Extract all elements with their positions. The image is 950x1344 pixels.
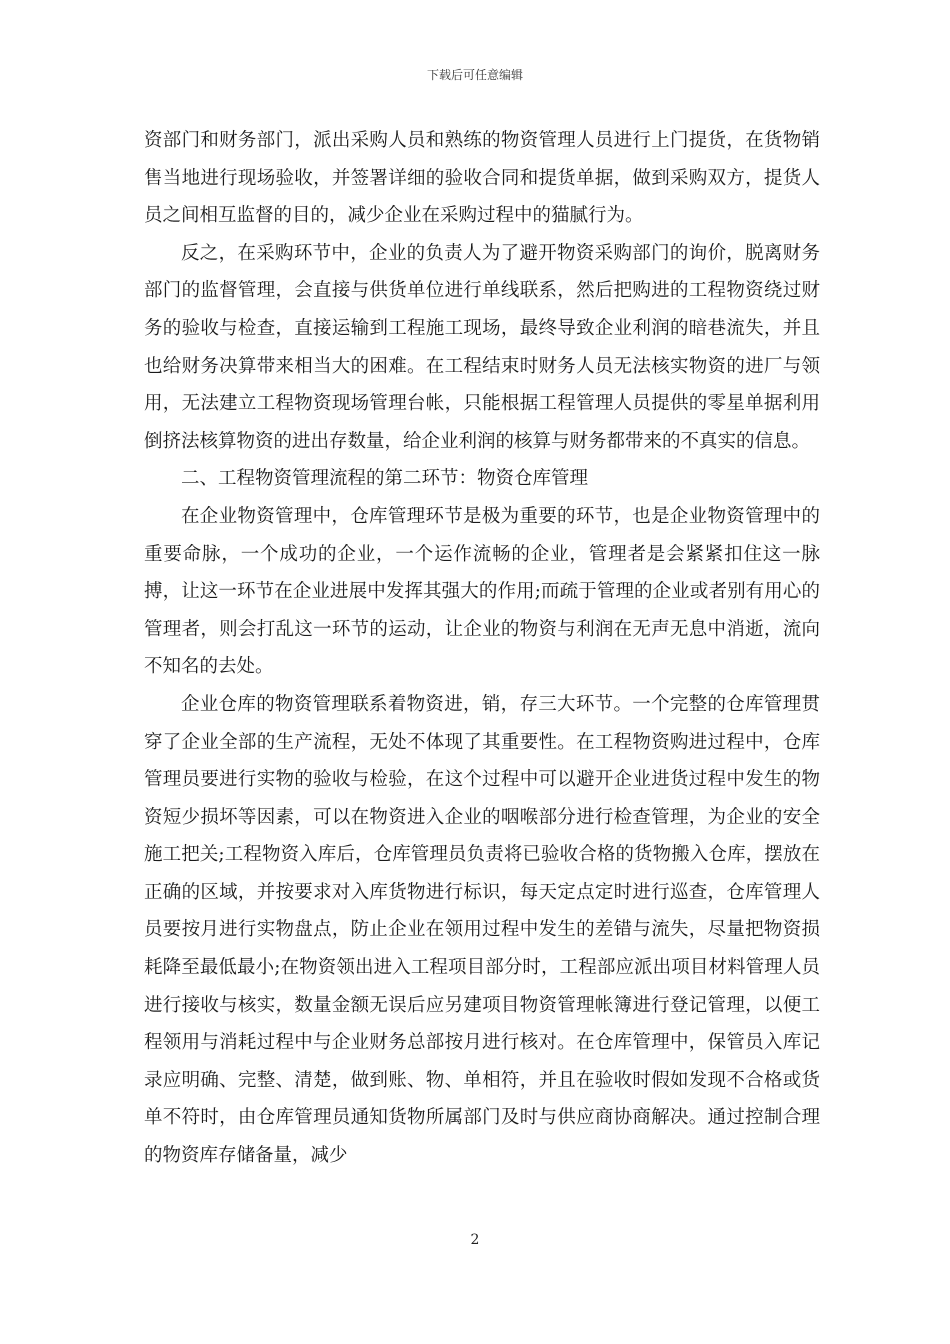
paragraph: 企业仓库的物资管理联系着物资进，销，存三大环节。一个完整的仓库管理贯穿了企业全部的生产流程，无处不体现了其重要性。在工程物资购进过程中，仓库管理员要进行实物的验收与检验，在这个过程中可以避开企业进货过程中发生的物资短少损坏等因素，可以在物资进入企业的咽喉部分进行检查管理，为企业的安全施工把关;工程物资入库后，仓库管理员负责将已验收合格的货物搬入仓库，摆放在正确的区域，并按要求对入库货物进行标识，每天定点定时进行巡查，仓库管理人员要按月进行实物盘点，防止企业在领用过程中发生的差错与流失，尽量把物资损耗降至最低最小;在物资领出进入工程项目部分时，工程部应派出项目材料管理人员进行接收与核实，数量金额无误后应另建项目物资管理帐簿进行登记管理，以便工程领用与消耗过程中与企业财务总部按月进行核对。在仓库管理中，保管员入库记录应明确、完整、清楚，做到账、物、单相符，并且在验收时假如发现不合格或货单不符时，由仓库管理员通知货物所属部门及时与供应商协商解决。通过控制合理的物资库存储备量，减少 bbox=[144, 693, 820, 1167]
page-number: 2 bbox=[470, 1232, 480, 1248]
page-header: 下载后可任意编辑 bbox=[426, 68, 523, 82]
document-body bbox=[144, 122, 820, 1175]
paragraph-continuation: 资部门和财务部门，派出采购人员和熟练的物资管理人员进行上门提货，在货物销售当地进行现场验收，并签署详细的验收合同和提货单据，做到采购双方，提货人员之间相互监督的目的，减少企业在采购过程中的猫腻行为。 bbox=[144, 130, 820, 227]
section-heading: 二、工程物资管理流程的第二环节：物资仓库管理 bbox=[181, 468, 589, 490]
paragraph: 在企业物资管理中，仓库管理环节是极为重要的环节，也是企业物资管理中的重要命脉，一个成功的企业，一个运作流畅的企业，管理者是会紧紧扣住这一脉搏，让这一环节在企业进展中发挥其强大的作用;而疏于管理的企业或者别有用心的管理者，则会打乱这一环节的运动，让企业的物资与利润在无声无息中消逝，流向不知名的去处。 bbox=[144, 505, 820, 678]
paragraph: 反之，在采购环节中，企业的负责人为了避开物资采购部门的询价，脱离财务部门的监督管理，会直接与供货单位进行单线联系，然后把购进的工程物资绕过财务的验收与检查，直接运输到工程施工现场，最终导致企业利润的暗巷流失，并且也给财务决算带来相当大的困难。在工程结束时财务人员无法核实物资的进厂与领用，无法建立工程物资现场管理台帐，只能根据工程管理人员提供的零星单据利用倒挤法核算物资的进出存数量，给企业利润的核算与财务都带来的不真实的信息。 bbox=[144, 242, 820, 452]
